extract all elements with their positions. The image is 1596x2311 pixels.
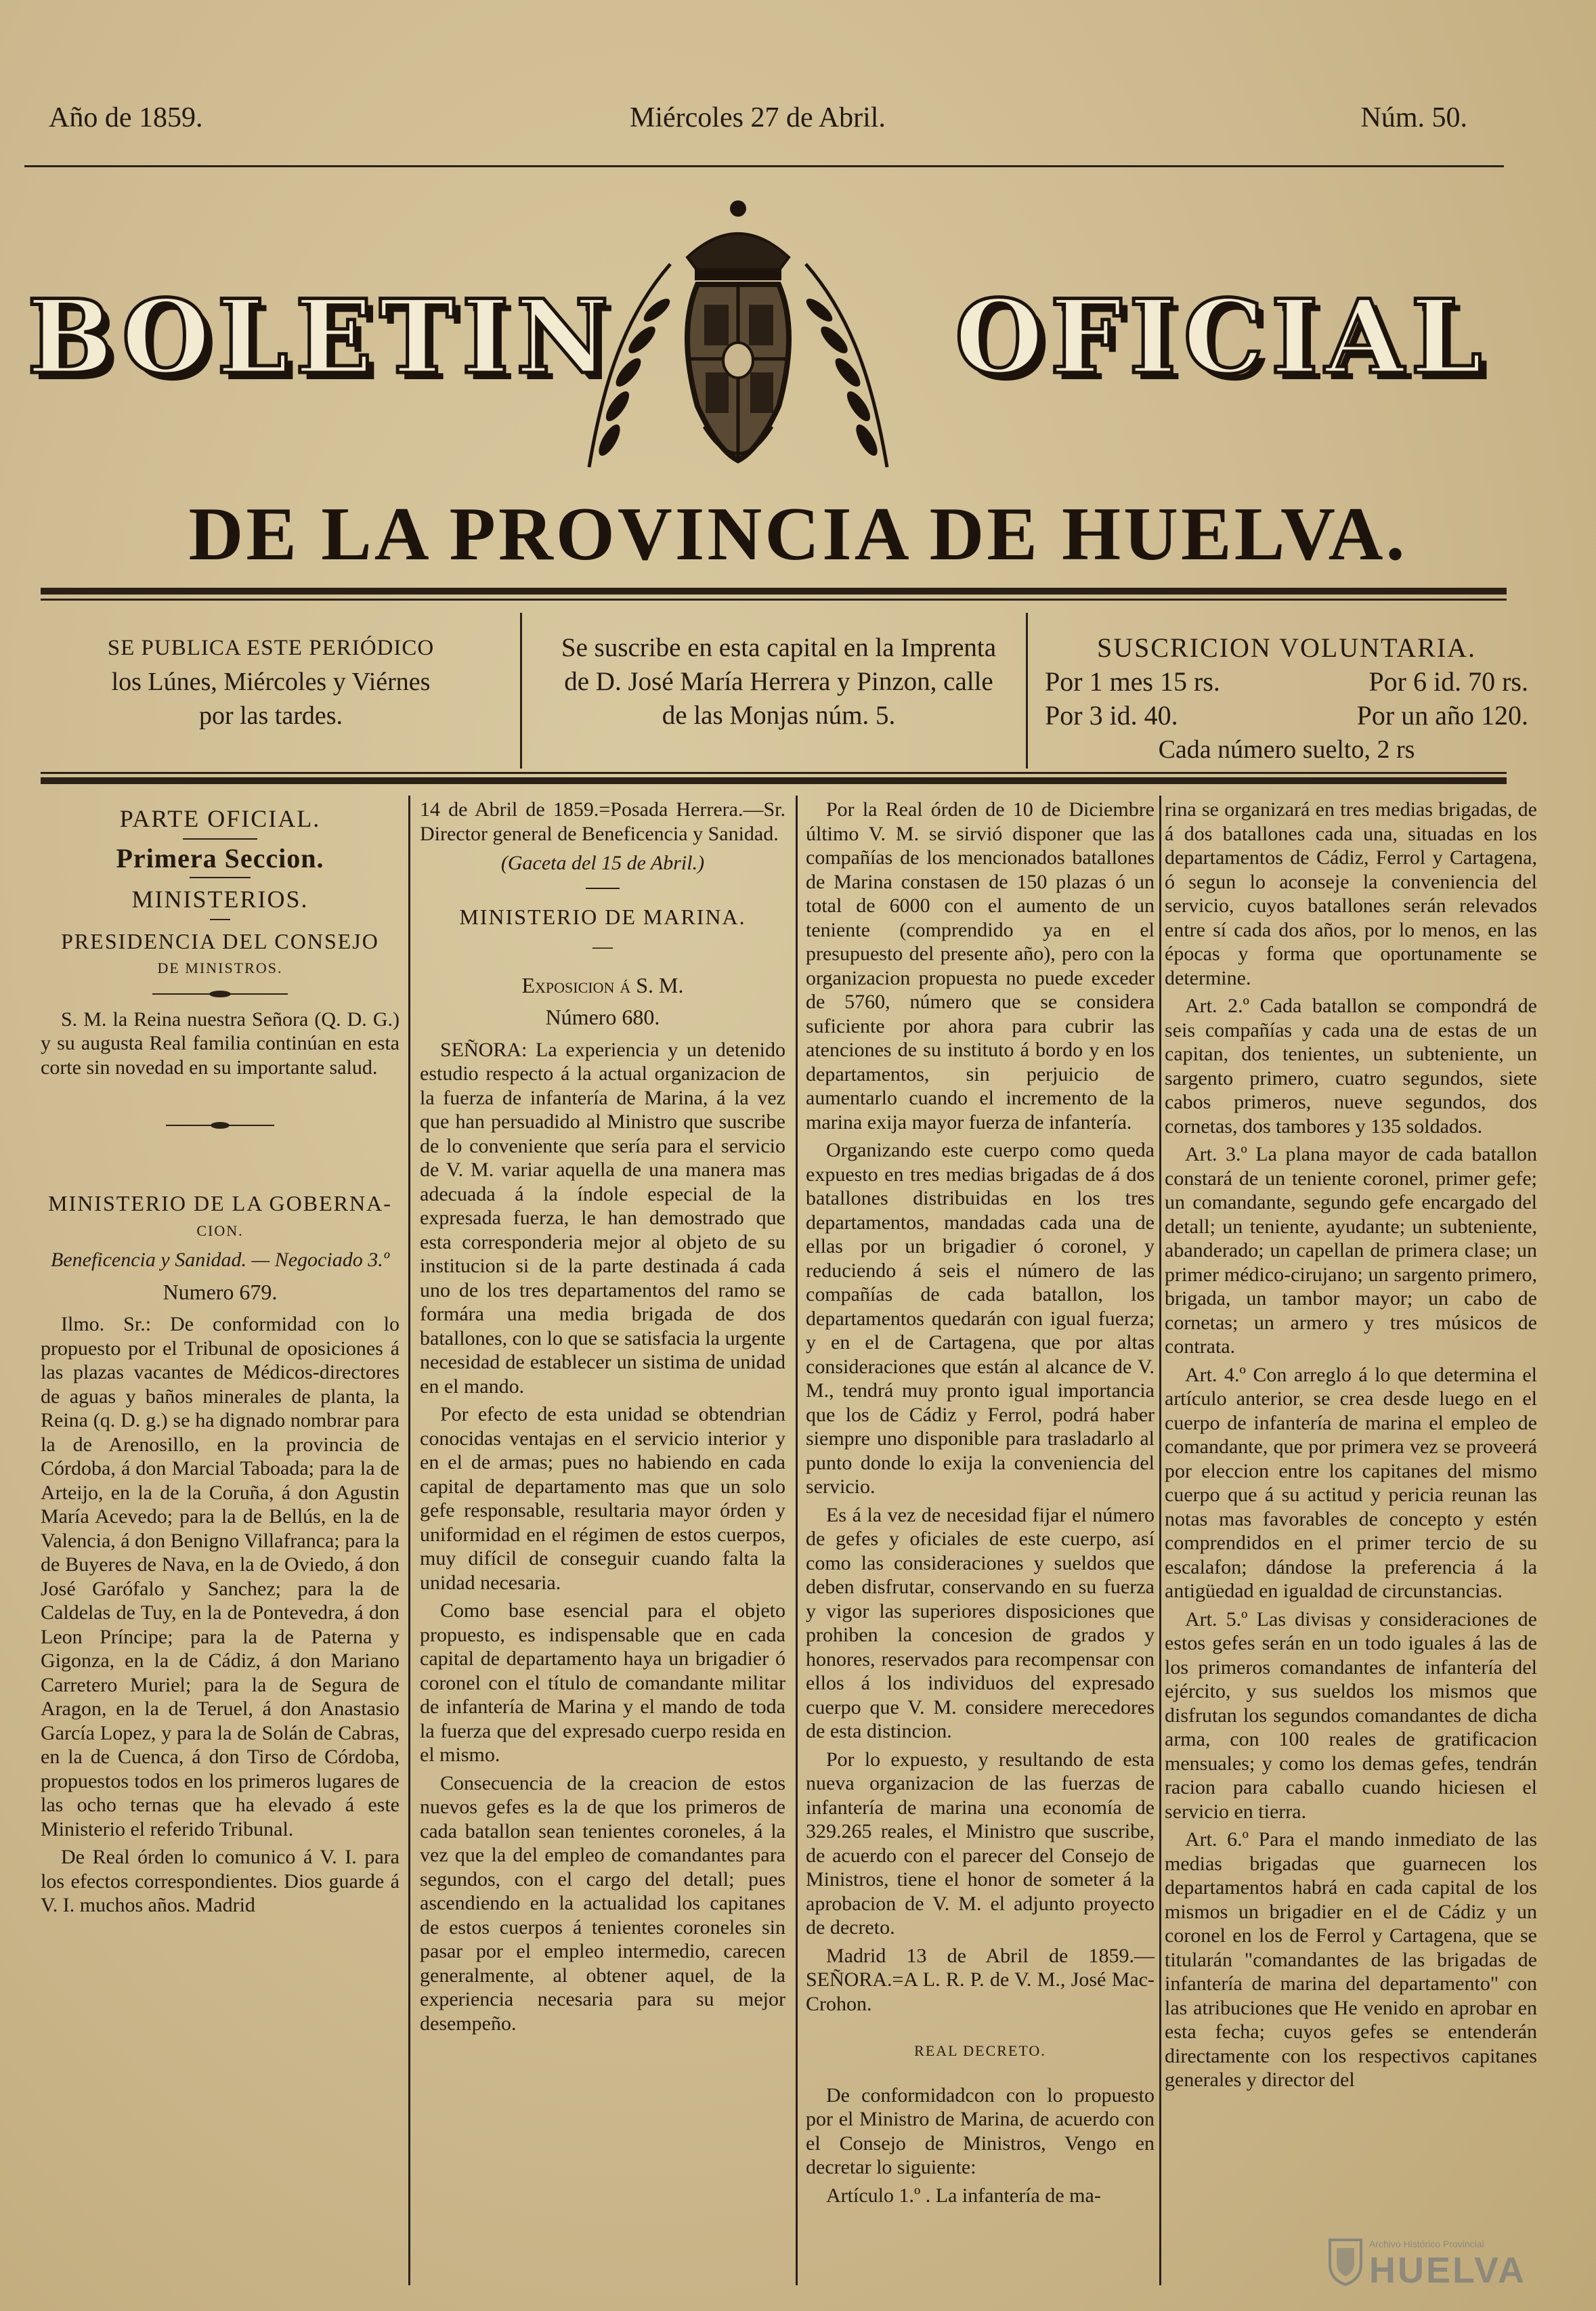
gaceta-source: (Gaceta del 15 de Abril.) xyxy=(500,852,705,874)
publication-schedule xyxy=(41,631,501,733)
paragraph: Art. 2.º Cada batallon se compondrá de seis compañías y cada una de estas de un capitan, dos tenientes, un subteniente, un sargento primero, cuatro segundos, siete cabos primeros, nueve segundos, dos cornetas, dos tambores y 135 soldados. xyxy=(1165,995,1537,1138)
paragraph: Como base esencial para el objeto propuesto, es indispensable que en cada capital de departamento haya un brigadier ó coronel con el título de comandante militar de infantería de Marina y el mando de toda la fuerza que del expresado cuerpo resida en el mismo. xyxy=(420,1599,785,1766)
section-heading-primera-seccion: Primera Seccion. xyxy=(116,842,324,873)
prices-title: SUSCRICION VOLUNTARIA. xyxy=(1096,632,1477,663)
section-heading-parte-oficial: PARTE OFICIAL. xyxy=(119,805,321,832)
subscription-prices xyxy=(1033,631,1540,766)
price-item: Por 6 id. 70 rs. xyxy=(1368,666,1528,697)
column-divider xyxy=(408,796,410,2285)
dash: — xyxy=(592,935,613,957)
price-row xyxy=(1033,665,1540,699)
archive-shield-icon xyxy=(1327,2237,1364,2287)
paragraph: De conformidadcon con lo propuesto por el Ministro de Marina, de acuerdo con el Consejo de Ministros, Vengo en decretar lo siguiente: xyxy=(806,2083,1155,2178)
watermark-title: HUELVA xyxy=(1369,2250,1526,2291)
title-word-right: OFICIAL xyxy=(955,278,1489,397)
schedule-line: SE PUBLICA ESTE PERIÓDICO xyxy=(107,636,435,660)
price-item: Por un año 120. xyxy=(1356,700,1528,731)
ornament-divider-icon xyxy=(166,1120,274,1131)
paragraph: Consecuencia de la creacion de estos nuevos gefes es la de que los primeros de cada batallon sean tenientes coroneles, á la vez que la del empleo de comandantes para segundos, con el cargo del detall; pues ascendiendo en la actualidad los capitanes de estos cuerpos á tenientes coroneles sin pasar por el empleo intermedio, carecen generalmente, al obtener aquel, de la experiencia necesaria para su mejor desempeño. xyxy=(420,1771,785,2035)
schedule-line: los Lúnes, Miércoles y Viérnes xyxy=(111,668,431,696)
top-rule xyxy=(24,165,1504,167)
paragraph: SEÑORA: La experiencia y un detenido estudio respecto á la actual organizacion de la fuerza de infantería de Marina, á la vez que han persuadido al Ministro que suscribe de lo conveniente que sería para el servicio de V. M. variar aquella de una manera mas adecuada á la índole especial de la expresada fuerza, le han demostrado que esta corresponderia mejor al objeto de su institucion si de la parte destinada á cada uno de los tres departamentos del ramo se formára una media brigada de dos batallones, con lo que se satisfacia la urgente necesidad de establecer un sistima de unidad en el mando. xyxy=(420,1038,785,1398)
column-1 xyxy=(41,798,400,1922)
heading-ministerios: MINISTERIOS. xyxy=(131,886,309,913)
exposicion-heading: Exposicion á S. M. xyxy=(521,972,684,997)
paragraph: Es á la vez de necesidad fijar el número de gefes y oficiales de este cuerpo, así como las consideraciones y sueldos que deben disfrutar, conservando en su fuerza y vigor las superiores disposiciones que prohiben la concesion de grados y honores, reservados para recompensar con ellos á los individuos del expresado cuerpo que V. M. considere merecedores de esta distincion. xyxy=(806,1503,1155,1742)
paragraph: Organizando este cuerpo como queda expuesto en tres medias brigadas de á dos batallones distribuidas en los tres departamentos, mandadas cada una de ellas por un brigadier ó coronel, y reduciendo á seis el número de las compañías de cada batallon, los departamentos quedarán con igual fuerza; y en el de Cartagena, que por altas consideraciones que están al alcance de V. M., tendrá muy pronto igual importancia que los de Cádiz y Ferrol, podrá haber siempre uno disponible para trasladarlo al punto donde lo exija la conveniencia del servicio. xyxy=(806,1139,1155,1498)
decree-number: Número 680. xyxy=(545,1005,660,1029)
paragraph: rina se organizará en tres medias brigadas, de á dos batallones cada una, situadas en los departamentos de Cádiz, Ferrol y Cartagena, ó segun lo aconseje la conveniencia del servicio, cuyos batallones serán relevados entre sí cada dos años, por lo menos, en las épocas y forma que oportunamente se determine. xyxy=(1165,798,1537,989)
heading-gobernacion-sub: CION. xyxy=(196,1222,244,1239)
subscription-line: de D. José María Herrera y Pinzon, calle xyxy=(564,667,993,696)
masthead-subtitle: DE LA PROVINCIA DE HUELVA. xyxy=(188,492,1408,576)
ornament-divider-icon xyxy=(152,989,288,999)
divider xyxy=(210,919,230,920)
heading-gobernacion: MINISTERIO DE LA GOBERNA- xyxy=(48,1191,392,1215)
masthead-issue-number: Núm. 50. xyxy=(1360,102,1467,133)
column-divider xyxy=(1159,796,1161,2285)
masthead-date: Miércoles 27 de Abril. xyxy=(630,102,886,133)
paragraph: Art. 5.º Las divisas y consideraciones de estos gefes serán en un todo iguales á las de los primeros comandantes de infantería del ejército, y sus sueldos los mismos que disfrutan los segundos comandantes de dicha arma, con 100 reales de gratificacion mensuales; y como los demas gefes, tendrán racion para caballo cuando hiciesen el servicio en tierra. xyxy=(1165,1607,1537,1823)
paragraph: Artículo 1.º . La infantería de ma- xyxy=(826,2184,1101,2207)
subscription-line: Se suscribe en esta capital en la Imprenta xyxy=(561,633,997,662)
column-4 xyxy=(1165,798,1537,2096)
paragraph: S. M. la Reina nuestra Señora (Q. D. G.) y su augusta Real familia continúan en esta corte sin novedad en su importante salud. xyxy=(41,1008,400,1079)
price-row xyxy=(1033,699,1540,733)
royal-crest-icon xyxy=(562,183,914,481)
column-2 xyxy=(420,798,785,2039)
paragraph: Art. 3.º La plana mayor de cada batallon constará de un teniente coronel, primer gefe; un comandante, segundo gefe encargado del detall; un teniente, ayudante; un subteniente, abanderado; un capellan de primera clase; un primer médico-cirujano; un sargento primero, brigada, un tambor mayor; un cabo de cornetas; un armero y tres músicos de contrata. xyxy=(1165,1143,1537,1358)
divider xyxy=(190,877,251,878)
title-word-left: BOLETIN xyxy=(27,278,616,397)
info-top-rule-thin xyxy=(41,599,1507,601)
divider xyxy=(586,888,620,889)
info-divider xyxy=(520,613,522,769)
paragraph: Art. 6.º Para el mando inmediato de las medias brigadas que guarnecen los departamentos habrá en cada capital de los mismos un brigadier en el de Cádiz y un coronel en los de Ferrol y Cartagena, que se titularán "comandantes de las brigadas de infantería de marina del departamento" con las atribuciones que He venido en aprobar en esta fecha; cuyos gefes se entenderán directamente con los respectivos capitanes generales y director del xyxy=(1165,1828,1537,2091)
column-divider xyxy=(796,796,798,2285)
info-bottom-rule-thin xyxy=(41,772,1507,774)
paragraph: Por la Real órden de 10 de Diciembre último V. M. se sirvió disponer que las compañías de los mencionados batallones de Marina constasen de 150 plazas ó un total de 6000 con el aumento de un teniente (comprendido ya en el presupuesto del presente año), pero con la organizacion propuesta no puede exceder de 5760, número que se considera suficiente por ahora para cubrir las atenciones de su instituto á bordo y en los departamentos, sin perjuicio de aumentarlo cuando el incremento de la marina exija mayor fuerza de infantería. xyxy=(806,798,1155,1133)
column-3 xyxy=(806,798,1155,2211)
schedule-line: por las tardes. xyxy=(198,701,343,730)
paragraph: Madrid 13 de Abril de 1859.— SEÑORA.=A L. R. P. de V. M., José Mac-Crohon. xyxy=(806,1944,1155,2015)
paragraph: De Real órden lo comunico á V. I. para los efectos correspondientes. Dios guarde á V. I. muchos años. Madrid xyxy=(41,1846,400,1916)
paragraph: 14 de Abril de 1859.=Posada Herrera.—Sr. Director general de Beneficencia y Sanidad. xyxy=(420,798,785,845)
heading-ministerio-marina: MINISTERIO DE MARINA. xyxy=(459,904,746,929)
decree-number: Numero 679. xyxy=(163,1279,278,1304)
single-issue-price: Cada número suelto, 2 rs xyxy=(1158,735,1415,764)
divider xyxy=(183,838,257,840)
price-item: Por 3 id. 40. xyxy=(1045,700,1178,731)
masthead-year: Año de 1859. xyxy=(49,102,203,133)
info-bottom-rule-thick xyxy=(41,777,1507,784)
paragraph: Por efecto de esta unidad se obtendrian conocidas ventajas en el servicio interior y en el de armas; pues no habiendo en cada capital de departamento mas que un solo gefe responsable, resultaria mayor órden y uniformidad en el régimen de estos cuerpos, muy difícil de conseguir cuando falta la unidad necesaria. xyxy=(420,1403,785,1594)
negociado-label: Beneficencia y Sanidad. — Negociado 3.º xyxy=(50,1249,389,1271)
watermark-caption: Archivo Histórico Provincial xyxy=(1369,2239,1484,2249)
heading-presidencia: PRESIDENCIA DEL CONSEJO xyxy=(61,928,379,953)
paragraph: Por lo expuesto, y resultando de esta nueva organizacion de las fuerzas de infantería de marina una economía de 329.265 reales, el Ministro que suscribe, de acuerdo con el parecer del Consejo de Ministros, tiene el honor de someter á la aprobacion de V. M. el adjunto proyecto de decreto. xyxy=(806,1748,1155,1939)
subscription-place xyxy=(525,631,1033,733)
info-divider xyxy=(1026,613,1028,769)
real-decreto-heading: REAL DECRETO. xyxy=(914,2042,1046,2059)
subscription-line: de las Monjas núm. 5. xyxy=(662,701,896,730)
paragraph: Art. 4.º Con arreglo á lo que determina el artículo anterior, se crea desde luego en el cuerpo de infantería de marina el empleo de comandante, que por primera vez se proveerá por eleccion entre los capitanes del mismo cuerpo que á su actitud y pericia reunan las notas mas favorables de concepto y estén comprendidos en el primer tercio de su escalafon; dándose la preferencia á la antigüedad en igualdad de circunstancias. xyxy=(1165,1363,1537,1602)
paragraph: Ilmo. Sr.: De conformidad con lo propuesto por el Tribunal de oposiciones á las plazas vacantes de Médicos-directores de aguas y baños minerales de planta, la Reina (q. D. g.) se ha dignado nombrar para la de Arenosillo, en la provincia de Córdoba, á don Marcial Taboada; para la de Arteijo, en la de la Coruña, á don Agustin María Acevedo; para la de Bellús, en la de Valencia, á don Benigno Villafranca; para la de Buyeres de Nava, en la de Oviedo, á don José Garófalo y Sanchez; para la de Caldelas de Tuy, en la de Pontevedra, á don Leon Príncipe; para la de Paterna y Gigonza, en la de Cádiz, á don Mariano Carretero Muriel; para la de Segura de Aragon, en la de Teruel, á don Anastasio García Lopez, y para la de Solán de Cabras, en la de Cuenca, á don Tirso de Córdoba, propuestos todos en los primeros lugares de las ocho ternas que ha elevado á este Ministerio el referido Tribunal. xyxy=(41,1313,400,1840)
archive-watermark xyxy=(1327,2234,1551,2295)
info-top-rule-thick xyxy=(41,588,1507,595)
price-item: Por 1 mes 15 rs. xyxy=(1045,666,1220,697)
heading-presidencia-sub: DE MINISTROS. xyxy=(157,959,283,976)
